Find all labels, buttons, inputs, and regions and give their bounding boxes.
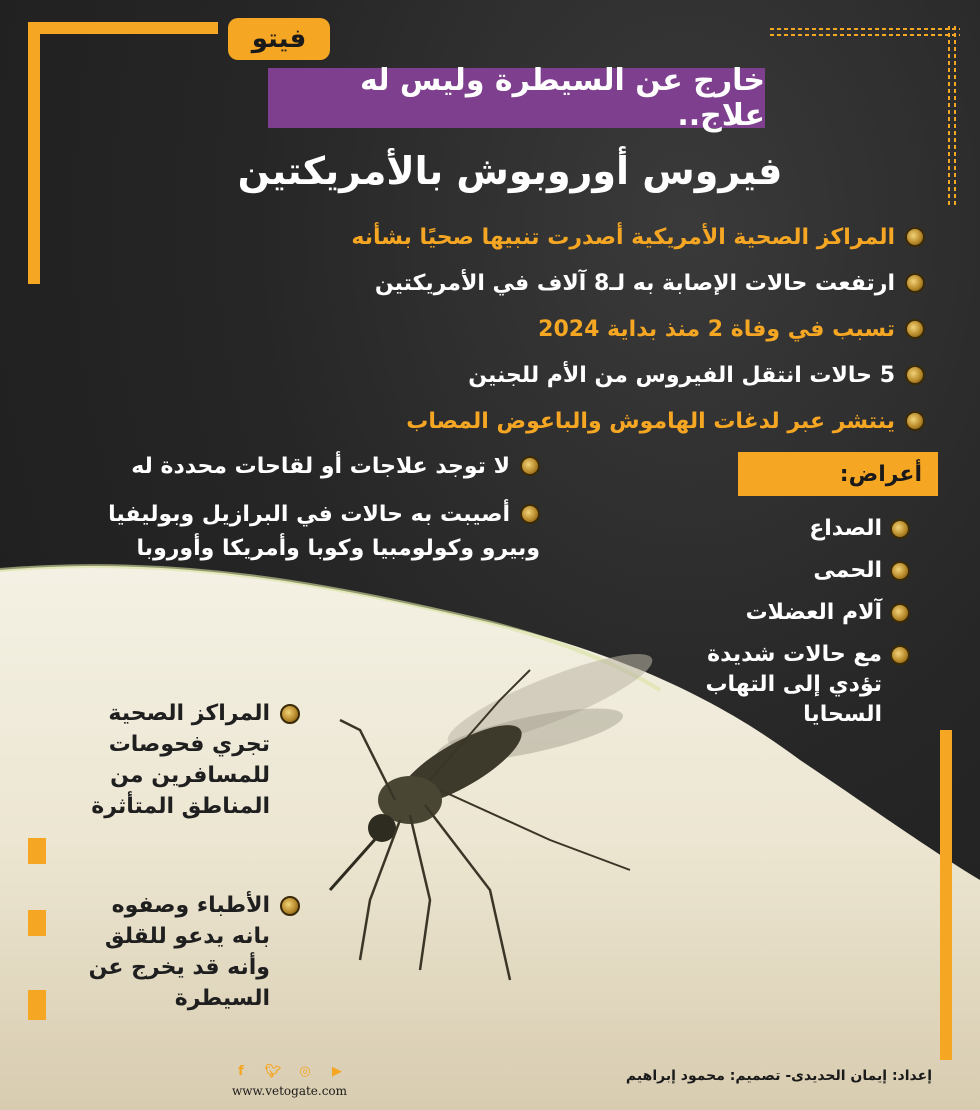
fact-text: المراكز الصحية الأمريكية أصدرت تنبيها صحيًا بشأنه [351, 224, 895, 250]
symptom-text-line: السحايا [803, 702, 882, 727]
frame-orange-stub-left-1 [28, 838, 46, 864]
frame-right-vertical [940, 730, 952, 1060]
note-countries [100, 498, 540, 566]
note-line: المناطق المتأثرة [91, 794, 270, 819]
twitter-icon[interactable]: 🐦︎ [264, 1063, 282, 1079]
note-line: وأنه قد يخرج عن [88, 955, 270, 980]
page-title: فيروس أوروبوش بالأمريكتين [237, 149, 783, 193]
note-line: بانه يدعو للقلق [104, 924, 270, 949]
frame-dashed-lines-vertical [946, 26, 958, 206]
fact-text: تسبب في وفاة 2 منذ بداية 2024 [538, 316, 895, 342]
fact-item [305, 260, 925, 306]
bullet-icon [890, 519, 910, 539]
note-text: لا توجد علاجات أو لقاحات محددة له [131, 454, 510, 479]
bullet-icon [520, 504, 540, 524]
bullet-icon [280, 896, 300, 916]
fact-item [305, 214, 925, 260]
left-notes [100, 450, 540, 566]
frame-top-left-horizontal [28, 22, 218, 34]
symptom-item [650, 598, 910, 628]
frame-orange-stub-left-3 [28, 990, 46, 1020]
symptom-item [650, 556, 910, 586]
symptom-text-line: مع حالات شديدة [707, 642, 882, 667]
frame-left-vertical [28, 22, 40, 284]
bullet-icon [890, 645, 910, 665]
note-text-line2: وبيرو وكولومبيا وكوبا وأمريكا وأوروبا [136, 536, 540, 561]
bullet-icon [905, 273, 925, 293]
fact-item [305, 306, 925, 352]
bullet-icon [520, 456, 540, 476]
bullet-icon [280, 704, 300, 724]
credits: إعداد: إيمان الحديدى- تصميم: محمود إبراهيم [625, 1068, 932, 1084]
frame-dashed-lines [770, 26, 960, 38]
bullet-icon [905, 365, 925, 385]
website-url[interactable]: www.vetogate.com [232, 1084, 348, 1098]
note-doctors-concern [60, 890, 300, 1014]
subtitle-banner [268, 63, 765, 133]
note-row [60, 890, 300, 1014]
symptoms-heading [738, 452, 938, 496]
note-line: للمسافرين من [110, 763, 270, 788]
symptoms-list [650, 514, 910, 742]
bullet-icon [905, 227, 925, 247]
note-travel-checks [60, 698, 300, 822]
note-no-treatment [100, 450, 540, 484]
note-line: المراكز الصحية [108, 701, 270, 726]
bullet-icon [890, 603, 910, 623]
subtitle-text: خارج عن السيطرة وليس له علاج.. [360, 63, 765, 133]
note-line: الأطباء وصفوه [111, 893, 270, 918]
frame-orange-stub-left-2 [28, 910, 46, 936]
fact-text: ارتفعت حالات الإصابة به لـ8 آلاف في الأمريكتين [374, 270, 895, 296]
note-line: تجري فحوصات [108, 732, 270, 757]
facebook-icon[interactable]: f [238, 1063, 244, 1079]
note-line: السيطرة [174, 986, 270, 1011]
symptom-text: آلام العضلات [745, 600, 882, 625]
symptoms-heading-text: أعراض: [839, 461, 922, 487]
note-row [60, 698, 300, 822]
symptom-text-line: تؤدي إلى التهاب [705, 672, 882, 697]
bullet-icon [890, 561, 910, 581]
facts-list [305, 214, 925, 444]
note-text-line1: أصيبت به حالات في البرازيل وبوليفيا [108, 502, 510, 527]
symptom-item [650, 514, 910, 544]
social-icons [232, 1062, 346, 1080]
instagram-icon[interactable]: ◎ [299, 1063, 311, 1079]
fact-text: 5 حالات انتقل الفيروس من الأم للجنين [468, 362, 895, 388]
youtube-icon[interactable]: ▶ [332, 1063, 342, 1079]
fact-item [305, 398, 925, 444]
mosquito-illustration [300, 640, 680, 1000]
brand-logo: فيتو [228, 18, 330, 60]
fact-text: ينتشر عبر لدغات الهاموش والباعوض المصاب [406, 408, 895, 434]
symptom-text: الصداع [809, 516, 882, 541]
bullet-icon [905, 319, 925, 339]
symptom-text: الحمى [813, 558, 882, 583]
fact-item [305, 352, 925, 398]
symptom-item-severe [650, 640, 910, 730]
bullet-icon [905, 411, 925, 431]
